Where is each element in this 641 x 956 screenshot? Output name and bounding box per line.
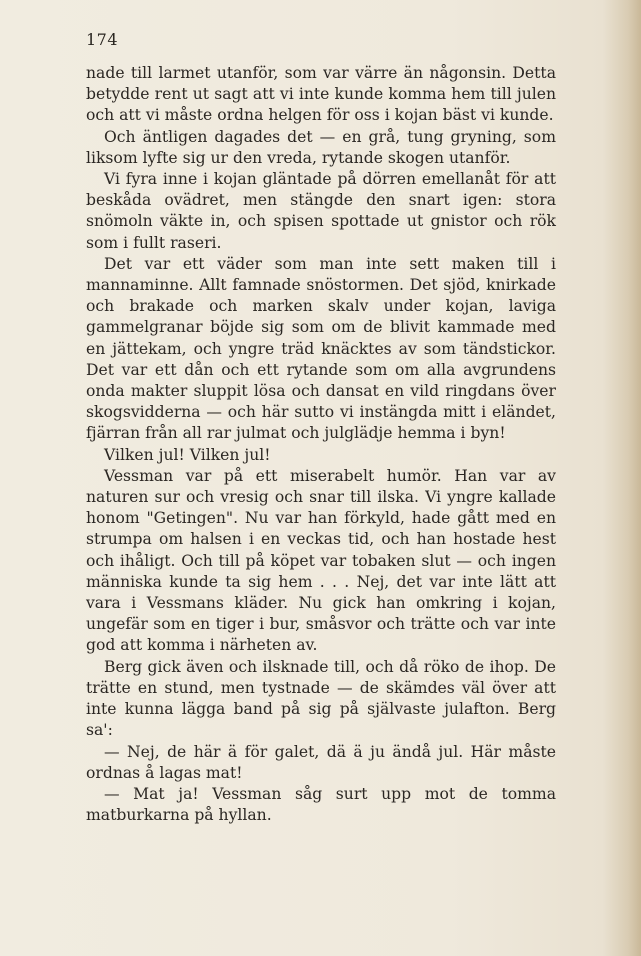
- paragraph: — Nej, de här ä för galet, dä ä ju ändå jul. Här måste ordnas å lagas mat!: [86, 742, 556, 782]
- paragraph: — Mat ja! Vessman såg surt upp mot de tomma matburkarna på hyllan.: [86, 784, 556, 825]
- paragraph: Vessman var på ett miserabelt humör. Han var av naturen sur och vresig och snar till ilska. Vi yngre kallade honom "Getingen". Nu var han förkyld, hade gått med en strumpa om halsen i en veckas tid, och han hostade hest och ihåligt. Och till på köpet var tobaken slut — och ingen människa kunde ta sig hem . . . Nej, det var inte lätt att vara i Vessmans kläder. Nu gick han omkring i kojan, ungefär som en tiger i bur, småsvor och trätte och var inte god att komma i närheten av.: [86, 466, 556, 655]
- paragraph: Berg gick även och ilsknade till, och då röko de ihop. De trätte en stund, men tystnade — de skämdes väl över att inte kunna lägga band på sig på självaste julafton. Berg sa':: [86, 657, 556, 740]
- paragraph: Det var ett väder som man inte sett maken till i mannaminne. Allt famnade snöstormen. Det sjöd, knirkade och brakade och marken skalv under kojan, laviga gammelgranar böjde sig som om de blivit kammade med en jättekam, och yngre träd knäcktes av som tändstickor. Det var ett dån och ett rytande som om alla avgrundens onda makter sluppit lösa och dansat en vild ringdans över skogsvidderna — och här sutto vi instängda mitt i eländet, fjärran från all rar julmat och julglädje hemma i byn!: [86, 254, 556, 443]
- page-number: 174: [86, 30, 119, 49]
- paragraph: nade till larmet utanför, som var värre än någonsin. Detta betydde rent ut sagt att vi inte kunde komma hem till julen och att vi måste ordna helgen för oss i kojan bäst vi kunde.: [86, 64, 556, 125]
- paragraph: Vi fyra inne i kojan gläntade på dörren emellanåt för att beskåda ovädret, men stängde den snart igen: stora snömoln väkte in, och spisen spottade ut gnistor och rök som i fullt raseri.: [86, 170, 556, 252]
- paragraph: Och äntligen dagades det — en grå, tung gryning, som liksom lyfte sig ur den vreda, rytande skogen utanför.: [86, 127, 556, 167]
- body-text: [86, 63, 556, 826]
- paragraph: Vilken jul! Vilken jul!: [104, 445, 271, 464]
